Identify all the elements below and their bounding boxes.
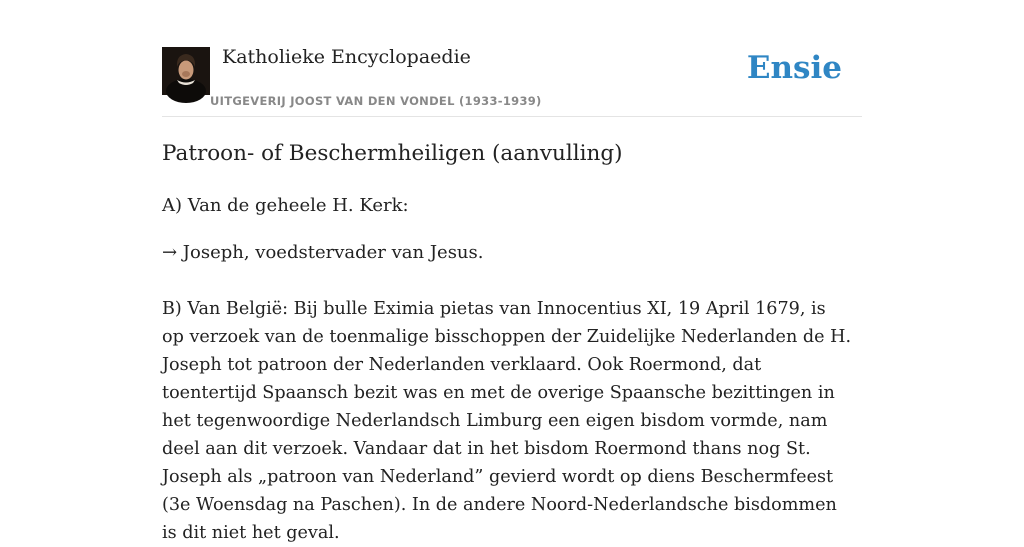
cross-reference-link[interactable]: → Joseph, voedstervader van Jesus. (162, 242, 484, 263)
publisher-label: UITGEVERIJ JOOST VAN DEN VONDEL (1933-1939) (210, 94, 542, 108)
portrait-avatar[interactable] (162, 47, 210, 95)
section-b-text: B) Van België: Bij bulle Eximia pietas van Innocentius XI, 19 April 1679, is op verzoek van de toenmalige bisschoppen der Zuidelijke Nederlanden de H. Joseph tot patroon der Nederlanden verklaard. Ook Roermond, dat toentertijd Spaansch bezit was en met de overige Spaansche bezittingen in het tegenwoordige Nederlandsch Limburg een eigen bisdom vormde, nam deel aan dit verzoek. Vandaar dat in het bisdom Roermond thans nog St. Joseph als „patroon van Nederland” gevierd wordt op diens Beschermfeest (3e Woensdag na Paschen). In de andere Noord-Nederlandsche bisdommen is dit niet het geval. (162, 299, 852, 543)
page-title: Patroon- of Beschermheiligen (aanvulling) (162, 141, 623, 166)
site-name[interactable]: Katholieke Encyclopaedie (222, 46, 471, 68)
portrait-icon (162, 47, 210, 95)
article-body (162, 138, 852, 547)
section-a-text: A) Van de geheele H. Kerk: (162, 195, 409, 216)
brand-logo[interactable]: Ensie (746, 50, 842, 86)
site-header (162, 46, 862, 117)
